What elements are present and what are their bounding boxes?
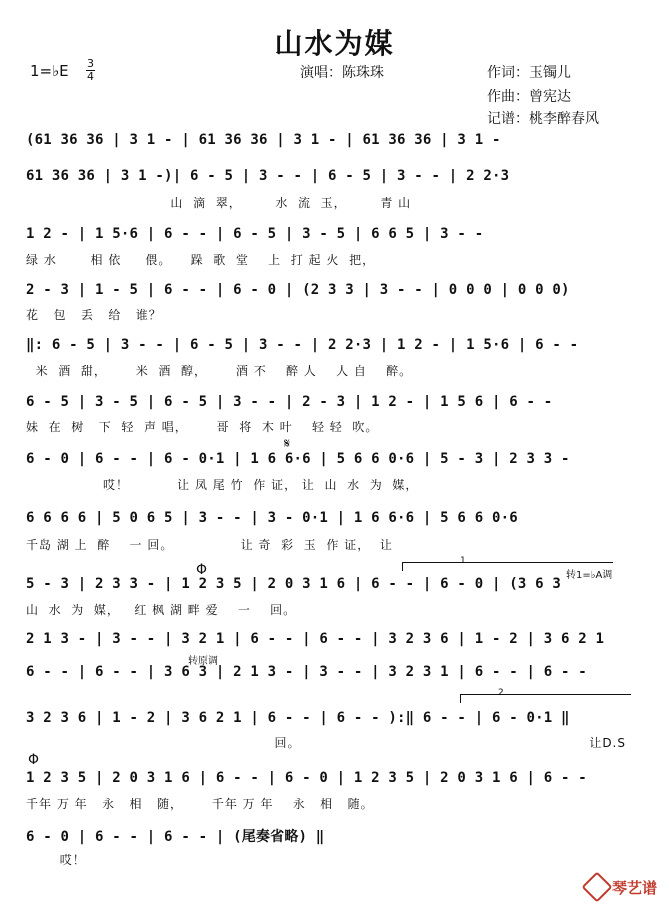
lyrics-line-5: 米 酒 甜， 米 酒 醇， 酒 不 醉 人 人 自 醉。 bbox=[26, 364, 413, 378]
score-line-5: ‖: 6 - 5 | 3 - - | 6 - 5 | 3 - - | 2 2·3 | 1 2 - | 1 5·6 | 6 - - bbox=[26, 337, 579, 353]
lyrics-line-8: 千岛 湖 上 醉 一 回。 让 奇 彩 玉 作 证， 让 bbox=[26, 538, 393, 552]
lyrics-line-3: 绿 水 相 依 偎。 跺 歌 堂 上 打 起 火 把， bbox=[26, 253, 376, 267]
logo-icon bbox=[581, 871, 612, 902]
song-title: 山水为媒 bbox=[274, 27, 395, 60]
volta-number-2: 2 bbox=[498, 688, 504, 698]
transcriber-credit: 记谱：桃李醉春风 bbox=[487, 111, 599, 127]
score-line-10: 2 1 3 - | 3 - - | 3 2 1 | 6 - - | 6 - - | 3 2 3 6 | 1 - 2 | 3 6 2 1 bbox=[26, 631, 605, 647]
score-line-6: 6 - 5 | 3 - 5 | 6 - 5 | 3 - - | 2 - 3 | 1 2 - | 1 5 6 | 6 - - bbox=[26, 394, 553, 410]
volta-number-1: 1 bbox=[460, 556, 466, 566]
score-line-1: (61 36 36 | 3 1 - | 61 36 36 | 3 1 - | 61 36 36 | 3 1 - bbox=[26, 132, 501, 148]
score-line-9: 5 - 3 | 2 3 3 - | 1 2 3 5 | 2 0 3 1 6 | 6 - - | 6 - 0 | (3 6 3 bbox=[26, 576, 561, 592]
volta-bracket-2 bbox=[460, 694, 631, 703]
coda-sign-1: Φ bbox=[196, 562, 208, 578]
lyrics-line-6: 妹 在 树 下 轻 声 唱， 哥 将 木 叶 轻 轻 吹。 bbox=[26, 420, 379, 434]
time-signature-top: 3 bbox=[87, 57, 94, 70]
lyrics-line-2: 山 滴 翠， 水 流 玉， 青 山 bbox=[26, 196, 412, 210]
score-line-8: 6 6 6 6 | 5 0 6 5 | 3 - - | 3 - 0·1 | 1 6 6·6 | 5 6 6 0·6 bbox=[26, 510, 518, 526]
score-line-13: 1 2 3 5 | 2 0 3 1 6 | 6 - - | 6 - 0 | 1 2 3 5 | 2 0 3 1 6 | 6 - - bbox=[26, 770, 587, 786]
key-signature: 1=♭E bbox=[30, 62, 69, 80]
lyrics-line-4: 花 包 丢 给 谁？ bbox=[26, 308, 162, 322]
time-signature-bottom: 4 bbox=[87, 70, 94, 83]
lyrics-line-12: 回。 让D.S bbox=[274, 736, 626, 750]
lyrics-line-14: 哎！ bbox=[26, 853, 86, 867]
score-line-7: 6 - 0 | 6 - - | 6 - 0·1 | 1 6 6·6 | 5 6 6 0·6 | 5 - 3 | 2 3 3 - bbox=[26, 451, 570, 467]
score-line-11: 6 - - | 6 - - | 3 6 3 | 2 1 3 - | 3 - - | 3 2 3 1 | 6 - - | 6 - - bbox=[26, 664, 587, 680]
score-line-4: 2 - 3 | 1 - 5 | 6 - - | 6 - 0 | (2 3 3 | 3 - - | 0 0 0 | 0 0 0) bbox=[26, 282, 570, 298]
score-line-14: 6 - 0 | 6 - - | 6 - - | (尾奏省略) ‖ bbox=[26, 829, 325, 845]
score-line-12: 3 2 3 6 | 1 - 2 | 3 6 2 1 | 6 - - | 6 - - ):‖ 6 - - | 6 - 0·1 ‖ bbox=[26, 710, 570, 726]
logo-text: 琴艺谱 bbox=[611, 878, 657, 897]
lyrics-line-9: 山 水 为 媒， 红 枫 湖 畔 爱 一 回。 bbox=[26, 603, 297, 617]
modulation-note: 转1=♭A调 bbox=[566, 570, 613, 581]
watermark-logo bbox=[586, 876, 657, 898]
score-line-2: 61 36 36 | 3 1 -)| 6 - 5 | 3 - - | 6 - 5 | 3 - - | 2 2·3 bbox=[26, 168, 510, 184]
lyricist-credit: 作词：玉镯儿 bbox=[487, 65, 571, 81]
return-key-note: 转原调 bbox=[188, 656, 218, 667]
singer-credit: 演唱：陈珠珠 bbox=[300, 65, 384, 81]
segno-sign: 𝄋 bbox=[284, 436, 291, 452]
time-signature bbox=[86, 58, 95, 83]
score-line-3: 1 2 - | 1 5·6 | 6 - - | 6 - 5 | 3 - 5 | 6 6 5 | 3 - - bbox=[26, 226, 484, 242]
composer-credit: 作曲：曾宪达 bbox=[487, 89, 571, 105]
lyrics-line-13: 千年 万 年 永 相 随， 千年 万 年 永 相 随。 bbox=[26, 797, 374, 811]
coda-sign-2: Φ bbox=[28, 752, 40, 768]
lyrics-line-7: 哎！ 让 凤 尾 竹 作 证， 让 山 水 为 媒， bbox=[26, 478, 419, 492]
